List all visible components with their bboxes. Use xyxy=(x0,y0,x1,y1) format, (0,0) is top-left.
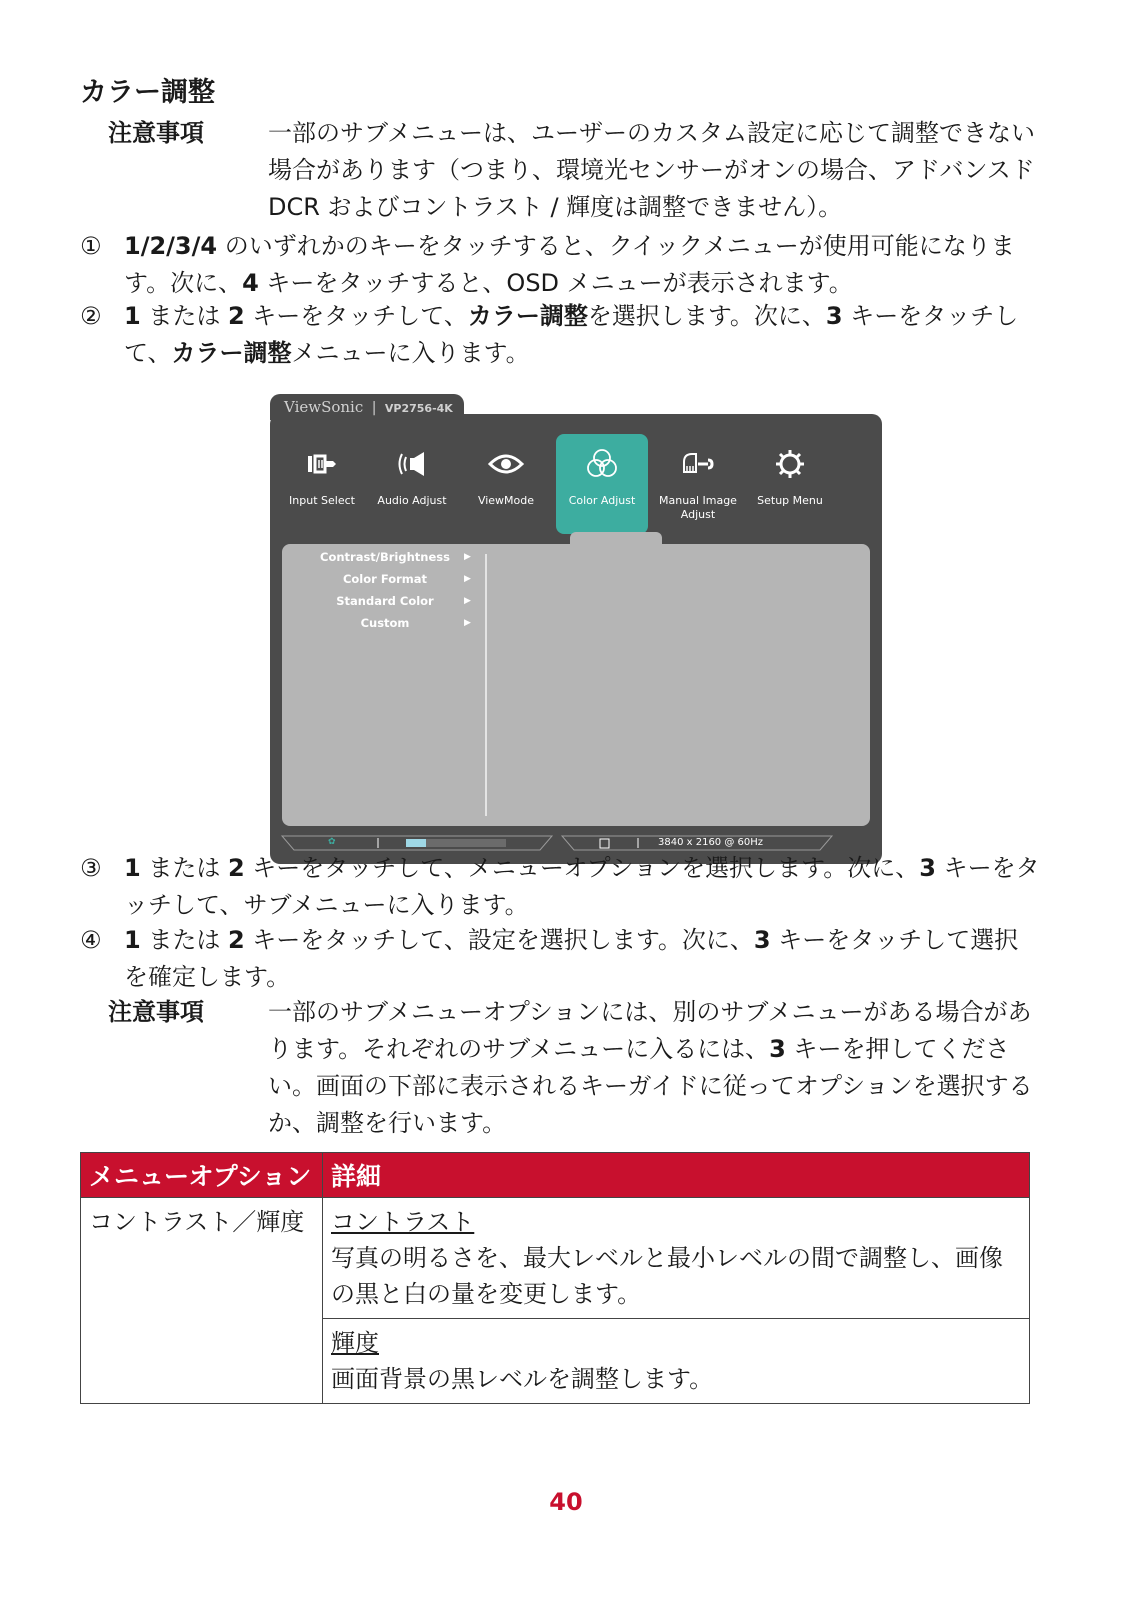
menu-audio-adjust[interactable]: Audio Adjust xyxy=(366,434,458,534)
brand-logo: ViewSonic xyxy=(284,398,364,416)
menu-color-adjust[interactable]: Color Adjust xyxy=(556,434,648,534)
eye-icon xyxy=(486,444,526,484)
note-text: 一部のサブメニューオプションには、別のサブメニューがある場合があります。それぞれのサブメニューに入るには、3 キーを押してください。画面の下部に表示されるキーガイドに従ってオプションを選択するか、調整を行います。 xyxy=(268,998,1033,1137)
arrow-right-icon: ▶ xyxy=(464,618,471,628)
submenu-item-color-format[interactable]: Color Format xyxy=(342,572,428,586)
table-row xyxy=(81,1198,1030,1319)
page-number: 40 xyxy=(549,1488,583,1516)
eco-icon: ✿ xyxy=(328,837,336,847)
detail-heading: コントラスト xyxy=(331,1208,475,1236)
submenu-item-contrast-brightness[interactable]: Contrast/Brightness xyxy=(320,550,450,564)
step-text: 1/2/3/4 のいずれかのキーをタッチすると、クイックメニューが使用可能になります。次に、4 キーをタッチすると、OSD メニューが表示されます。 xyxy=(124,232,1015,297)
manual-image-adjust-icon xyxy=(678,444,718,484)
step-number: ② xyxy=(80,302,102,330)
note-top xyxy=(108,115,1048,226)
audio-adjust-icon xyxy=(392,444,432,484)
step-text: 1 または 2 キーをタッチして、カラー調整を選択します。次に、3 キーをタッチして、カラー調整メニューに入ります。 xyxy=(124,302,1019,367)
resolution-readout: 3840 x 2160 @ 60Hz xyxy=(658,837,764,848)
step-text: 1 または 2 キーをタッチして、設定を選択します。次に、3 キーをタッチして選択を確定します。 xyxy=(124,926,1019,991)
note-label: 注意事項 xyxy=(108,119,204,147)
step-1 xyxy=(80,228,1040,302)
model-name: VP2756-4K xyxy=(384,402,453,415)
step-text: 1 または 2 キーをタッチして、メニューオプションを選択します。次に、3 キーをタッチして、サブメニューに入ります。 xyxy=(124,854,1040,919)
note-bottom xyxy=(108,994,1048,1142)
arrow-right-icon: ▶ xyxy=(464,574,471,584)
submenu-item-standard-color[interactable]: Standard Color xyxy=(336,594,434,608)
menu-viewmode[interactable]: ViewMode xyxy=(460,434,552,534)
arrow-right-icon: ▶ xyxy=(464,596,471,606)
osd-brand-tab: ViewSonic | VP2756-4K xyxy=(270,394,464,420)
note-text: 一部のサブメニューは、ユーザーのカスタム設定に応じて調整できない場合があります（つまり、環境光センサーがオンの場合、アドバンスド DCR およびコントラスト / 輝度は調整できません）。 xyxy=(268,119,1036,221)
step-number: ③ xyxy=(80,854,102,882)
osd-screenshot xyxy=(270,398,882,864)
gear-icon xyxy=(770,444,810,484)
step-3 xyxy=(80,850,1040,924)
detail-cell xyxy=(323,1198,1030,1319)
options-table xyxy=(80,1152,1030,1404)
panel-divider xyxy=(485,554,487,816)
step-number: ④ xyxy=(80,926,102,954)
menu-manual-image-adjust[interactable]: Manual Image Adjust xyxy=(652,434,744,534)
step-2 xyxy=(80,298,1040,372)
color-circles-icon xyxy=(582,444,622,484)
table-header-detail: 詳細 xyxy=(323,1153,1030,1198)
table-header-option: メニューオプション xyxy=(81,1153,323,1198)
osd-frame xyxy=(270,414,882,864)
option-cell: コントラスト／輝度 xyxy=(81,1198,323,1404)
submenu-item-custom[interactable]: Custom xyxy=(360,616,410,630)
submenu-panel xyxy=(282,544,870,826)
input-select-icon xyxy=(302,444,342,484)
arrow-right-icon: ▶ xyxy=(464,552,471,562)
section-title: カラー調整 xyxy=(80,77,215,108)
detail-cell xyxy=(323,1319,1030,1404)
note-label: 注意事項 xyxy=(108,998,204,1026)
detail-text: 画面背景の黒レベルを調整します。 xyxy=(331,1365,714,1393)
menu-input-select[interactable]: Input Select xyxy=(276,434,368,534)
step-4 xyxy=(80,922,1040,996)
detail-heading: 輝度 xyxy=(331,1329,379,1357)
menu-setup[interactable]: Setup Menu xyxy=(744,434,836,534)
step-number: ① xyxy=(80,232,102,260)
detail-text: 写真の明るさを、最大レベルと最小レベルの間で調整し、画像の黒と白の量を変更します。 xyxy=(331,1244,1003,1308)
